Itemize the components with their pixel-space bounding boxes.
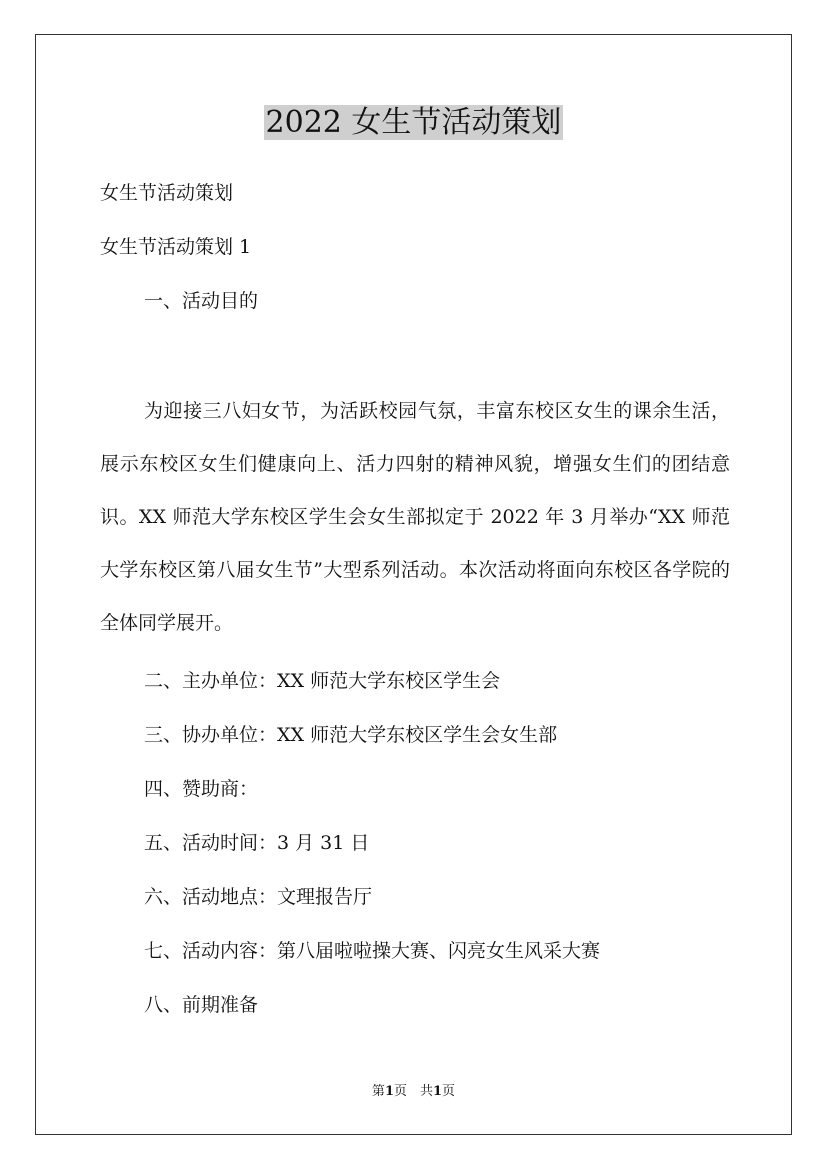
footer-page-number: 1 bbox=[384, 1084, 394, 1099]
document-title bbox=[0, 100, 827, 146]
subtitle: 女生节活动策划 bbox=[100, 182, 234, 204]
item-organizer: 二、主办单位：XX 师范大学东校区学生会 bbox=[144, 670, 501, 692]
item-co-organizer: 三、协办单位：XX 师范大学东校区学生会女生部 bbox=[144, 724, 558, 746]
item-sponsor: 四、赞助商： bbox=[144, 778, 259, 800]
section-title: 女生节活动策划 1 bbox=[100, 236, 252, 258]
page-footer bbox=[0, 1083, 827, 1101]
item-preparation: 八、前期准备 bbox=[144, 994, 259, 1016]
item-content: 七、活动内容：第八届啦啦操大赛、闪亮女生风采大赛 bbox=[144, 940, 601, 962]
item-location: 六、活动地点：文理报告厅 bbox=[144, 886, 373, 908]
footer-prefix: 第 bbox=[371, 1084, 385, 1099]
footer-page-total: 1 bbox=[433, 1084, 443, 1099]
footer-mid: 页 共 bbox=[393, 1084, 433, 1099]
document-title-text: 2022 女生节活动策划 bbox=[265, 105, 562, 140]
item-time: 五、活动时间：3 月 31 日 bbox=[144, 832, 370, 854]
paragraph-purpose: 为迎接三八妇女节，为活跃校园气氛，丰富东校区女生的课余生活，展示东校区女生们健康向上、活力四射的精神风貌，增强女生们的团结意识。XX 师范大学东校区学生会女生部拟定于 2022 年 3 月举办“XX 师范大学东校区第八届女生节”大型系列活动。本次活动将面向东校区各学院的全体同学展开。 bbox=[100, 400, 730, 634]
footer-suffix: 页 bbox=[442, 1084, 456, 1099]
heading-activity-purpose: 一、活动目的 bbox=[144, 290, 259, 312]
